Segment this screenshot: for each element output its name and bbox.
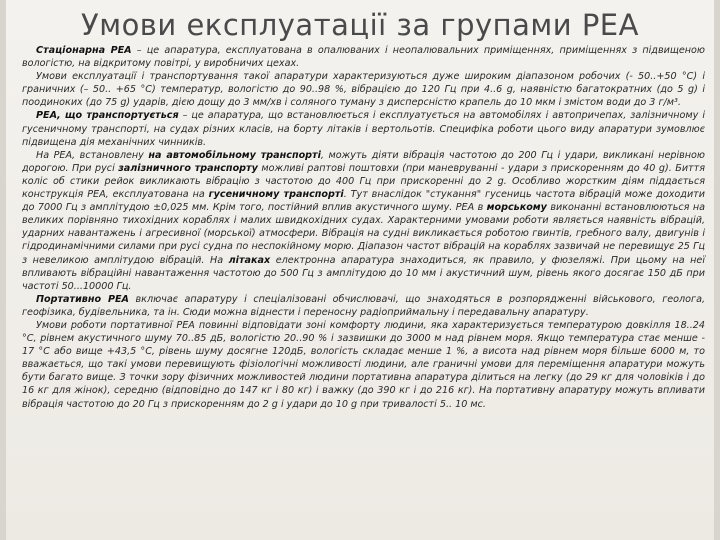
emphasized-term: Стаціонарна РЕА (36, 45, 132, 56)
emphasized-term: гусеничному транспорті (208, 189, 344, 201)
slide-title: Умови експлуатації за групами РЕА (81, 8, 639, 42)
text-run: , можуть діяти вібрація частотою до 200 Гц і удари, викликані нерівною дорогою. При русі (22, 149, 705, 174)
text-run: – це апаратура, експлуатована в опалюваних і неопалювальних приміщеннях, приміщеннях з підвищеною вологістю, на відкритому повітрі, у виробничих цехах. (22, 45, 705, 70)
emphasized-term: морському (486, 202, 547, 214)
emphasized-term: РЕА, що транспортується (36, 110, 179, 122)
text-run: Умови експлуатації і транспортування такої апаратури характеризуються дуже широким діапазоном робочих (- 50..+50 °С) і граничних (– 50.. +65 °С) температур, вологістю до 90..98 %, вібрацією до 120 Гц при 4..6 g, наявністю багатократних (до 5 g) і поодиноких (до 75 g) ударів, дією дощу до 3 мм/хв і соляного туману з дисперсністю крапель до 10 мкм і змістом води до 3 г/м³. (22, 71, 705, 109)
slide-edge-right (714, 0, 720, 540)
paragraph (22, 293, 705, 319)
emphasized-term: на автомобільному транспорті (148, 149, 321, 161)
text-run: включає апаратуру і спеціалізовані обчислювачі, що знаходяться в розпорядженні військового, геолога, геофізика, будівельника, та ін. Сюди можна віднести і переносну радіоприймальну і передавальну апаратуру. (22, 293, 705, 318)
text-run: – це апаратура, що встановлюється і експлуатується на автомобілях і автопричепах, залізничному і гусеничному транспорті, на судах різних класів, на борту літаків і вертольотів. Специфіка роботи цього виду апаратури зумовлює підвищена дія механічних чинників. (22, 110, 705, 148)
slide-edge-left (0, 0, 6, 540)
text-run: можливі раптові поштовхи (при маневруванні - удари з прискоренням до 40 g). Биття коліс об стики рейок викликають вібрацію з частотою до 400 Гц при прискоренні до 2 g. Особливо жорстким діям піддається конструкція РЕА, експлуатована на (22, 162, 705, 201)
text-run: Умови роботи портативної РЕА повинні відповідати зоні комфорту людини, яка характеризується температурою довкілля 18..24 °С, рівнем акустичного шуму 70..85 дБ, вологістю 20..90 % і зазвишки до 3000 м над рівнем моря. Якщо температура стає менше - 17 °С або вище +43,5 °С, рівень шуму досягне 120дБ, вологість складає менше 1 %, а висота над рівнем моря більше 6000 м, то вважається, що такі умови перевищують фізіологічні можливості людини, але граничні умови для переміщення апаратури можуть бути багато вище. З точки зору фізичних можливостей людини портативна апаратура ділиться на легку (до 29 кг для чоловіків і до 16 кг для жінок), середню (відповідно до 147 кг і 80 кг) і важку (до 390 кг і до 216 кг). На портативну апаратуру можуть впливати вібрація частотою до 20 Гц з прискоренням до 2 g і удари до 10 g при тривалості 5.. 10 мс. (22, 319, 705, 410)
paragraph (22, 319, 705, 411)
emphasized-term: залізничного транспорту (118, 162, 258, 174)
paragraph (22, 109, 705, 148)
paragraph (22, 44, 705, 70)
emphasized-term: Портативно РЕА (36, 293, 129, 305)
text-run: виконанні встановлюються на великих порівняно тихохідних кораблях і малих швидкохідних судах. Характерними умовами роботи являється наявність вібрацій, ударних навантажень і агресивної (морської) атмосфери. Вібрація на судні викликається роботою гвинтів, гребного валу, двигунів і гідродинамічними силами при русі судна по неспокійному морю. Діапазон частот вібрацій на кораблях зазвичай не перевищує 25 Гц з невеликою амплітудою вібрацій. На (22, 202, 705, 266)
paragraph (22, 149, 705, 293)
emphasized-term: літаках (228, 254, 271, 266)
text-run: електронна апаратура знаходиться, як правило, у фюзеляжі. При цьому на неї впливають вібраційні навантаження частотою до 500 Гц з амплітудою до 10 мм і акустичний шум, рівень якого досягає 150 дБ при частоті 50...10000 Гц. (22, 254, 705, 292)
paragraph (22, 70, 705, 109)
body-text (22, 44, 705, 411)
text-run: На РЕА, встановлену (36, 149, 149, 161)
text-run: . Тут внаслідок "стукання" гусениць частота вібрацій може доходити до 7000 Гц з амплітудою ±0,025 мм. Крім того, постійний вплив акустичного шуму. РЕА в (22, 189, 705, 214)
